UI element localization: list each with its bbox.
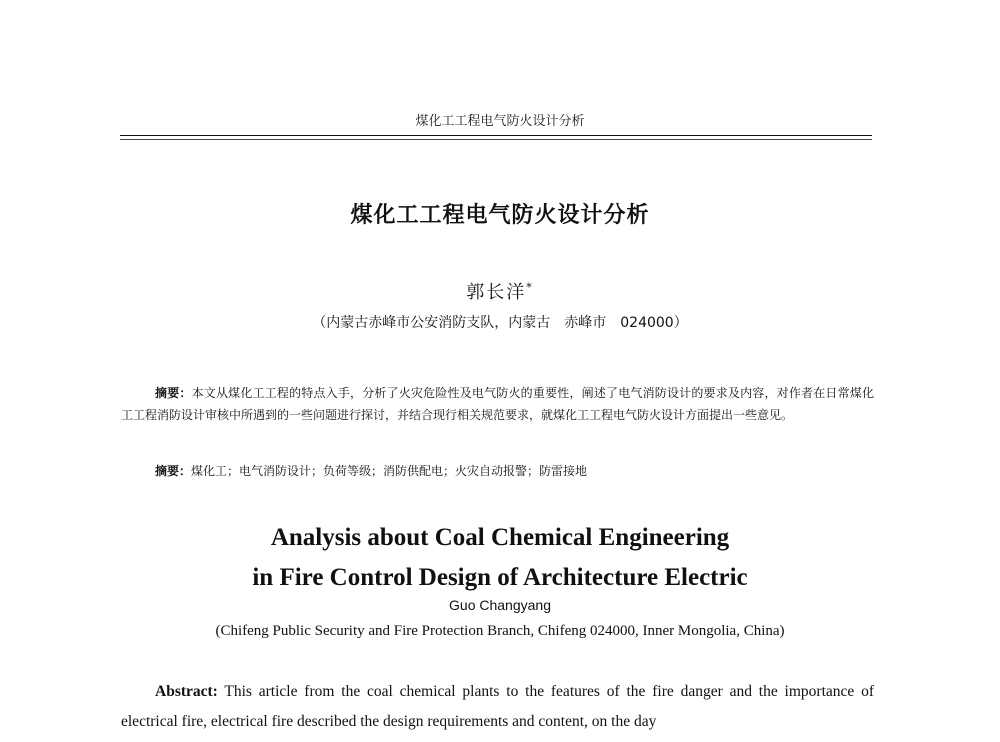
- abstract-cn-text: 本文从煤化工工程的特点入手，分析了火灾危险性及电气防火的重要性，阐述了电气消防设计的要求及内容，对作者在日常煤化工工程消防设计审核中所遇到的一些问题进行探讨，并结合现行相关规范要求，就煤化工工程电气防火设计方面提出一些意见。: [121, 386, 874, 422]
- abstract-cn-label: 摘要：: [155, 386, 192, 400]
- abstract-cn: [121, 382, 874, 426]
- keywords-cn-label: 摘要：: [155, 464, 192, 478]
- abstract-en-text: This article from the coal chemical plants to the features of the fire danger and the importance of electrical fire, electrical fire described the design requirements and content, on the day: [121, 683, 874, 730]
- header-rule: [120, 135, 872, 136]
- paper-title-cn: 煤化工工程电气防火设计分析: [350, 203, 650, 228]
- paper-title-en-line2: in Fire Control Design of Architecture Electric: [252, 564, 748, 591]
- header-rule-thin: [120, 139, 872, 140]
- paper-title-en: [0, 518, 1000, 598]
- running-header: 煤化工工程电气防火设计分析: [415, 114, 585, 129]
- keywords-cn: [155, 462, 875, 479]
- affiliation-en: (Chifeng Public Security and Fire Protection Branch, Chifeng 024000, Inner Mongolia, China): [215, 623, 785, 639]
- abstract-en: [121, 677, 874, 737]
- affiliation-cn: （内蒙古赤峰市公安消防支队，内蒙古 赤峰市 024000）: [312, 315, 688, 331]
- author-cn: [0, 278, 1000, 304]
- author-en: Guo Changyang: [449, 597, 551, 613]
- author-footnote-mark: *: [526, 281, 534, 294]
- keywords-cn-text: 煤化工；电气消防设计；负荷等级；消防供配电；火灾自动报警；防雷接地: [191, 464, 588, 478]
- abstract-en-label: Abstract:: [155, 683, 218, 700]
- paper-title-en-line1: Analysis about Coal Chemical Engineering: [270, 524, 730, 551]
- author-cn-name: 郭长洋: [466, 282, 527, 303]
